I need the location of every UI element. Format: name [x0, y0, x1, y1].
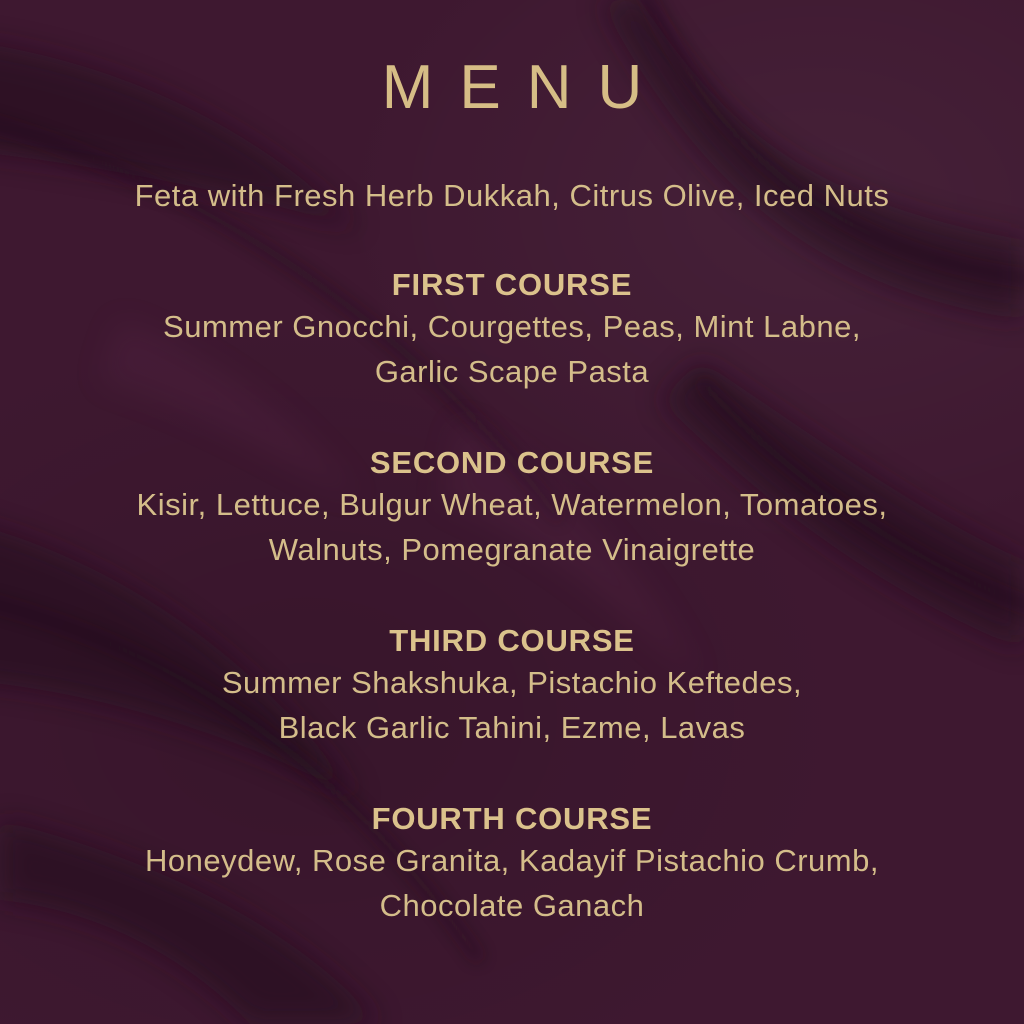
menu-title: MENU [381, 53, 669, 122]
course-title: THIRD COURSE [389, 623, 635, 658]
course-line: Chocolate Ganach [379, 888, 645, 923]
course-line: Honeydew, Rose Granita, Kadayif Pistachio Crumb, [145, 843, 879, 878]
course-title: FOURTH COURSE [371, 801, 653, 836]
course-line: Summer Shakshuka, Pistachio Keftedes, [221, 665, 803, 700]
course-line: Summer Gnocchi, Courgettes, Peas, Mint Labne, [163, 309, 861, 344]
course-line: Kisir, Lettuce, Bulgur Wheat, Watermelon, Tomatoes, [136, 487, 888, 522]
course-fourth [0, 800, 1024, 928]
course-third [0, 622, 1024, 750]
course-first [0, 266, 1024, 394]
course-title: FIRST COURSE [391, 267, 633, 302]
course-title: SECOND COURSE [369, 445, 655, 480]
intro-line: Feta with Fresh Herb Dukkah, Citrus Olive, Iced Nuts [134, 178, 890, 213]
course-line: Walnuts, Pomegranate Vinaigrette [268, 532, 756, 567]
course-line: Garlic Scape Pasta [374, 354, 650, 389]
course-line: Black Garlic Tahini, Ezme, Lavas [278, 710, 746, 745]
course-second [0, 444, 1024, 572]
